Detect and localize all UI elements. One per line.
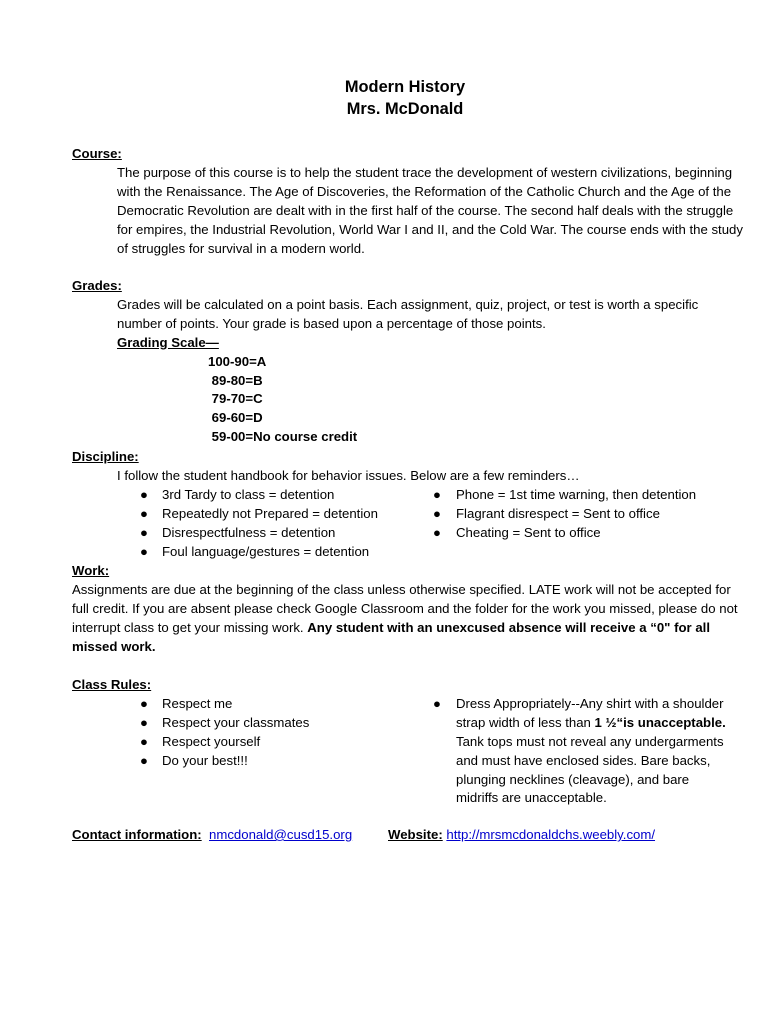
grade-row-c: 79-70=C (208, 391, 263, 407)
list-item: ● Dress Appropriately--Any shirt with a shoulder strap width of less than 1 ½“is unacceptable. Tank tops must not reveal any undergarments and must have enclosed sides. Bare backs, plunging necklines (cleavage), and bare midriffs are unacceptable. (433, 695, 726, 806)
grade-row-a: 100-90=A (208, 353, 267, 369)
grading-scale (72, 353, 744, 448)
bullet-icon: ● (433, 695, 441, 711)
list-item: ● Do your best!!! (72, 752, 433, 771)
work-text: Assignments are due at the beginning of the class unless otherwise specified. LATE work will not be accepted for full credit. If you are absent please check Google Classroom and the folder for the work you missed, please do not interrupt class to get your missing work. Any student with an unexcused absence will receive a “0" for all missed work. (72, 581, 738, 654)
bullet-icon: ● (140, 505, 148, 521)
document-title: Modern History (344, 78, 466, 96)
list-item: ● Foul language/gestures = detention (72, 543, 433, 562)
bullet-icon: ● (140, 733, 148, 749)
class-rules-heading: Class Rules: (72, 677, 152, 692)
contact-label: Contact information: (72, 827, 202, 842)
discipline-intro: I follow the student handbook for behavior issues. Below are a few reminders… (117, 467, 580, 483)
bullet-icon: ● (433, 486, 441, 502)
course-heading: Course: (72, 146, 122, 161)
contact-section (72, 826, 744, 845)
grades-section (72, 277, 744, 447)
list-item: ● 3rd Tardy to class = detention (72, 486, 433, 505)
discipline-section (72, 448, 744, 561)
class-rules-list (72, 695, 433, 771)
bullet-icon: ● (140, 714, 148, 730)
bullet-icon: ● (140, 524, 148, 540)
work-heading: Work: (72, 563, 110, 578)
website-label: Website: (388, 827, 443, 842)
list-item: ● Repeatedly not Prepared = detention (72, 505, 433, 524)
grading-scale-heading: Grading Scale— (117, 334, 219, 350)
title-block (0, 77, 768, 120)
bullet-icon: ● (140, 695, 148, 711)
email-link[interactable]: nmcdonald@cusd15.org (209, 827, 353, 842)
course-section (72, 145, 744, 258)
list-item: ● Disrespectfulness = detention (72, 524, 433, 543)
list-item: ● Respect me (72, 695, 433, 714)
grades-text: Grades will be calculated on a point basis. Each assignment, quiz, project, or test is worth a specific number of points. Your grade is based upon a percentage of those points. (117, 296, 699, 331)
course-text: The purpose of this course is to help the student trace the development of western civilizations, beginning with the Renaissance. The Age of Discoveries, the Reformation of the Catholic Church and the Age of the Democratic Revolution are dealt with in the first half of the course. The second half deals with the struggle for empires, the Industrial Revolution, World War I and II, and the Cold War. The course ends with the study of struggles for survival in a modern world. (117, 164, 743, 256)
list-item: ● Phone = 1st time warning, then detention (433, 486, 744, 505)
bullet-icon: ● (433, 505, 441, 521)
bullet-icon: ● (140, 486, 148, 502)
grade-row-f: 59-00=No course credit (208, 429, 358, 445)
dress-code-list (433, 695, 744, 808)
grade-row-b: 89-80=B (208, 372, 263, 388)
discipline-heading: Discipline: (72, 449, 139, 464)
grade-row-d: 69-60=D (208, 410, 263, 426)
class-rules-section (72, 676, 744, 808)
grades-heading: Grades: (72, 278, 122, 293)
list-item: ● Respect yourself (72, 733, 433, 752)
bullet-icon: ● (140, 543, 148, 559)
work-section (72, 562, 744, 657)
bullet-icon: ● (433, 524, 441, 540)
list-item: ● Cheating = Sent to office (433, 524, 744, 543)
bullet-icon: ● (140, 752, 148, 768)
website-link[interactable]: http://mrsmcdonaldchs.weebly.com/ (446, 827, 656, 842)
absence-policy: Any student with an unexcused absence will receive a “0" for all missed work. (72, 619, 711, 654)
list-item: ● Flagrant disrespect = Sent to office (433, 505, 744, 524)
discipline-list-left (72, 486, 433, 562)
list-item: ● Respect your classmates (72, 714, 433, 733)
discipline-list-right (433, 486, 744, 543)
teacher-name: Mrs. McDonald (346, 99, 464, 118)
